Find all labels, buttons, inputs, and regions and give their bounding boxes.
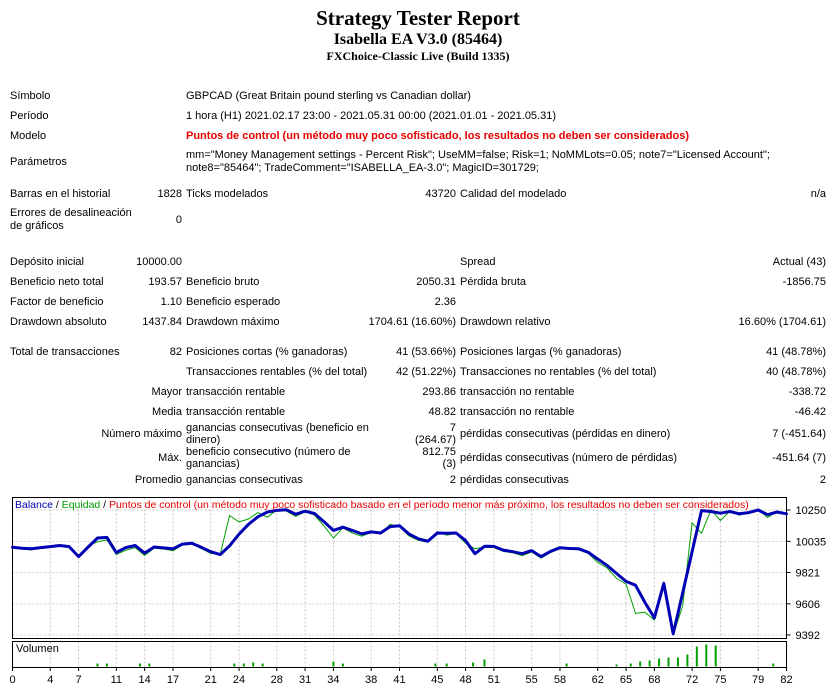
stat-value: 43720 bbox=[425, 188, 456, 200]
stat-value: 1437.84 bbox=[142, 316, 182, 328]
stat-row-deposit bbox=[10, 252, 826, 272]
volume-panel-label: Volumen bbox=[16, 643, 59, 655]
stat-label: Barras en el historial bbox=[10, 188, 111, 200]
stat-label: Calidad del modelado bbox=[460, 188, 567, 200]
stat-value: 1.10 bbox=[160, 296, 182, 308]
volume-bar bbox=[616, 665, 618, 667]
volume-bar bbox=[252, 663, 254, 667]
x-tick-label: 34 bbox=[327, 674, 340, 686]
stat-row-net-profit bbox=[10, 272, 826, 292]
volume-bar bbox=[658, 659, 660, 667]
volume-bar bbox=[243, 664, 245, 667]
stat-label: Beneficio neto total bbox=[10, 276, 104, 288]
row-params bbox=[10, 146, 826, 178]
period-label: Período bbox=[10, 110, 49, 122]
stat-value: 293.86 bbox=[422, 386, 456, 398]
stat-value: 1704.61 (16.60%) bbox=[368, 316, 456, 328]
stat-value: 1828 bbox=[157, 188, 182, 200]
stat-label: ganancias consecutivas bbox=[186, 474, 303, 486]
stat-value: n/a bbox=[810, 188, 826, 200]
balance-equity-chart-svg bbox=[0, 494, 836, 690]
stat-value: 41 (48.78%) bbox=[766, 346, 826, 358]
x-tick-label: 28 bbox=[270, 674, 283, 686]
stat-label: Posiciones cortas (% ganadoras) bbox=[186, 346, 348, 358]
stat-value: Mayor bbox=[151, 386, 182, 398]
stat-value: 82 bbox=[169, 346, 182, 358]
volume-bar bbox=[649, 661, 651, 667]
stat-row-bars bbox=[10, 184, 826, 204]
stat-value: 2 bbox=[819, 474, 826, 486]
stat-value: 2 bbox=[449, 474, 456, 486]
stat-label: transacción rentable bbox=[186, 386, 286, 398]
y-tick-label: 9606 bbox=[795, 598, 820, 611]
stat-value: 193.57 bbox=[148, 276, 182, 288]
stat-row-drawdown bbox=[10, 312, 826, 332]
period-value: 1 hora (H1) 2021.02.17 23:00 - 2021.05.31 00:00 (2021.01.01 - 2021.05.31) bbox=[186, 110, 557, 122]
stat-label: Drawdown absoluto bbox=[10, 316, 107, 328]
stat-label: Pérdida bruta bbox=[460, 276, 527, 288]
volume-bar bbox=[342, 664, 344, 667]
stat-row-profit-factor bbox=[10, 292, 826, 312]
broker-build: FXChoice-Classic Live (Build 1335) bbox=[326, 49, 510, 63]
symbol-value: GBPCAD (Great Britain pound sterling vs Canadian dollar) bbox=[186, 90, 471, 102]
legend-separator: / bbox=[100, 499, 110, 511]
stat-label: Spread bbox=[460, 256, 496, 268]
legend-item: Puntos de control (un método muy poco sofisticado basado en el período menor más próximo, los resultados no deben ser considerados) bbox=[109, 499, 749, 511]
x-tick-label: 51 bbox=[487, 674, 501, 686]
stat-label: beneficio consecutivo (número de ganancias) bbox=[186, 446, 351, 470]
x-tick-label: 38 bbox=[365, 674, 378, 686]
stat-label: transacción no rentable bbox=[460, 386, 575, 398]
model-value: Puntos de control (un método muy poco sofisticado, los resultados no deben ser considerados) bbox=[186, 130, 690, 142]
x-tick-label: 24 bbox=[232, 674, 246, 686]
x-tick-label: 58 bbox=[553, 674, 567, 686]
stat-value: -1856.75 bbox=[782, 276, 826, 288]
stat-label: Factor de beneficio bbox=[10, 296, 104, 308]
legend-item: Balance bbox=[15, 499, 53, 511]
stat-label: transacción rentable bbox=[186, 406, 286, 418]
stat-row-avg-consecutive bbox=[10, 470, 826, 490]
y-tick-label: 10035 bbox=[795, 536, 827, 549]
legend-separator: / bbox=[52, 499, 62, 511]
stat-label: Drawdown máximo bbox=[186, 316, 280, 328]
stat-value: 7 (264.67) bbox=[415, 422, 456, 446]
x-tick-label: 68 bbox=[648, 674, 661, 686]
volume-bar bbox=[677, 658, 679, 667]
x-tick-label: 48 bbox=[459, 674, 472, 686]
stat-value: 10000.00 bbox=[136, 256, 182, 268]
stat-row-mismatch-errors bbox=[10, 204, 826, 236]
y-tick-label: 9392 bbox=[795, 630, 820, 642]
x-tick-label: 17 bbox=[166, 674, 180, 686]
volume-bar bbox=[472, 663, 474, 667]
stat-value: 41 (53.66%) bbox=[396, 346, 456, 358]
balance-chart bbox=[0, 494, 836, 693]
y-tick-label: 10250 bbox=[795, 505, 827, 517]
model-label: Modelo bbox=[10, 130, 47, 142]
volume-bar bbox=[639, 662, 641, 667]
stat-value: -46.42 bbox=[794, 406, 826, 418]
stat-value: 7 (-451.64) bbox=[772, 428, 826, 440]
stat-value: 2050.31 bbox=[416, 276, 456, 288]
spacer bbox=[10, 236, 826, 252]
stat-label: Depósito inicial bbox=[10, 256, 84, 268]
stat-label: pérdidas consecutivas bbox=[460, 474, 569, 486]
x-tick-label: 79 bbox=[752, 674, 765, 686]
x-tick-label: 31 bbox=[298, 674, 312, 686]
volume-bar bbox=[668, 658, 670, 667]
stat-label: Transacciones rentables (% del total) bbox=[186, 366, 368, 378]
spacer bbox=[10, 332, 826, 342]
stat-value: -451.64 (7) bbox=[772, 452, 826, 464]
stat-label: Transacciones no rentables (% del total) bbox=[460, 366, 657, 378]
volume-bar bbox=[139, 664, 141, 667]
volume-bar bbox=[705, 645, 707, 667]
x-tick-label: 11 bbox=[110, 674, 123, 686]
chart-legend bbox=[15, 499, 749, 511]
x-tick-label: 21 bbox=[204, 674, 217, 686]
volume-bar bbox=[148, 664, 150, 667]
stat-row-max-consecutive bbox=[10, 422, 826, 446]
report-table bbox=[10, 86, 826, 490]
volume-bar bbox=[566, 664, 568, 667]
stat-row-profitable-trades bbox=[10, 362, 826, 382]
x-tick-label: 65 bbox=[619, 674, 633, 686]
params-value: mm="Money Management settings - Percent Risk"; UseMM=false; Risk=1; NoMMLots=0.05; note7="Licensed Account"; note8="85464"; TradeComment="ISABELLA_EA-3.0"; MagicID=301729; bbox=[186, 149, 770, 174]
volume-bar bbox=[715, 646, 717, 667]
stat-value: Promedio bbox=[134, 474, 182, 486]
stat-row-largest bbox=[10, 382, 826, 402]
volume-bar bbox=[332, 662, 334, 667]
x-tick-label: 45 bbox=[431, 674, 444, 686]
stat-row-total-trades bbox=[10, 342, 826, 362]
stat-label: Drawdown relativo bbox=[460, 316, 551, 328]
x-tick-label: 7 bbox=[75, 674, 82, 686]
stat-label: Errores de desalineación de gráficos bbox=[10, 207, 132, 232]
stat-label: Ticks modelados bbox=[186, 188, 269, 200]
stat-label: Posiciones largas (% ganadoras) bbox=[460, 346, 622, 358]
x-tick-label: 62 bbox=[591, 674, 604, 686]
volume-bar bbox=[483, 660, 485, 667]
stat-label: ganancias consecutivas (beneficio en dinero) bbox=[186, 422, 369, 446]
stat-value: 42 (51.22%) bbox=[396, 366, 456, 378]
stat-label: pérdidas consecutivas (pérdidas en dinero) bbox=[460, 428, 671, 440]
x-tick-label: 75 bbox=[714, 674, 727, 686]
volume-bar bbox=[262, 664, 264, 667]
volume-bar bbox=[696, 647, 698, 667]
stat-value: 40 (48.78%) bbox=[766, 366, 826, 378]
stat-value: Media bbox=[152, 406, 182, 418]
ea-name: Isabella EA V3.0 (85464) bbox=[333, 31, 503, 48]
stat-label: transacción no rentable bbox=[460, 406, 575, 418]
stat-value: 48.82 bbox=[428, 406, 456, 418]
stat-value: 0 bbox=[175, 214, 182, 226]
volume-bar bbox=[630, 664, 632, 667]
x-tick-label: 41 bbox=[393, 674, 406, 686]
stat-value: 2.36 bbox=[434, 296, 456, 308]
volume-bar bbox=[686, 655, 688, 667]
x-tick-label: 72 bbox=[685, 674, 699, 686]
volume-bar bbox=[96, 664, 98, 667]
params-label: Parámetros bbox=[10, 156, 67, 168]
volume-bar bbox=[106, 664, 108, 667]
stat-label: Beneficio esperado bbox=[186, 296, 281, 308]
page-title: Strategy Tester Report bbox=[316, 6, 520, 30]
stat-label: pérdidas consecutivas (número de pérdidas) bbox=[460, 452, 678, 464]
x-tick-label: 55 bbox=[525, 674, 538, 686]
stat-value: Máx. bbox=[158, 452, 182, 464]
x-tick-label: 4 bbox=[47, 674, 54, 686]
stat-value: Actual (43) bbox=[772, 256, 826, 268]
legend-item: Equidad bbox=[61, 499, 101, 511]
volume-bar bbox=[233, 664, 235, 667]
volume-bar bbox=[446, 664, 448, 667]
x-tick-label: 14 bbox=[138, 674, 151, 686]
stat-row-max-consecutive-profit bbox=[10, 446, 826, 470]
y-tick-label: 9821 bbox=[795, 567, 820, 580]
stat-label: Total de transacciones bbox=[10, 346, 120, 358]
stat-value: 16.60% (1704.61) bbox=[738, 316, 826, 328]
report-header bbox=[0, 0, 836, 64]
volume-bar bbox=[434, 664, 436, 667]
x-tick-label: 82 bbox=[780, 674, 793, 686]
stat-value: Número máximo bbox=[101, 428, 182, 440]
stat-label: Beneficio bruto bbox=[186, 276, 260, 288]
symbol-label: Símbolo bbox=[10, 90, 51, 102]
stat-value: -338.72 bbox=[788, 386, 826, 398]
row-period bbox=[10, 106, 826, 126]
row-model bbox=[10, 126, 826, 146]
x-tick-label: 0 bbox=[9, 674, 16, 686]
stat-value: 812.75 (3) bbox=[422, 446, 456, 470]
stat-row-average bbox=[10, 402, 826, 422]
volume-bar bbox=[772, 664, 774, 667]
row-symbol bbox=[10, 86, 826, 106]
